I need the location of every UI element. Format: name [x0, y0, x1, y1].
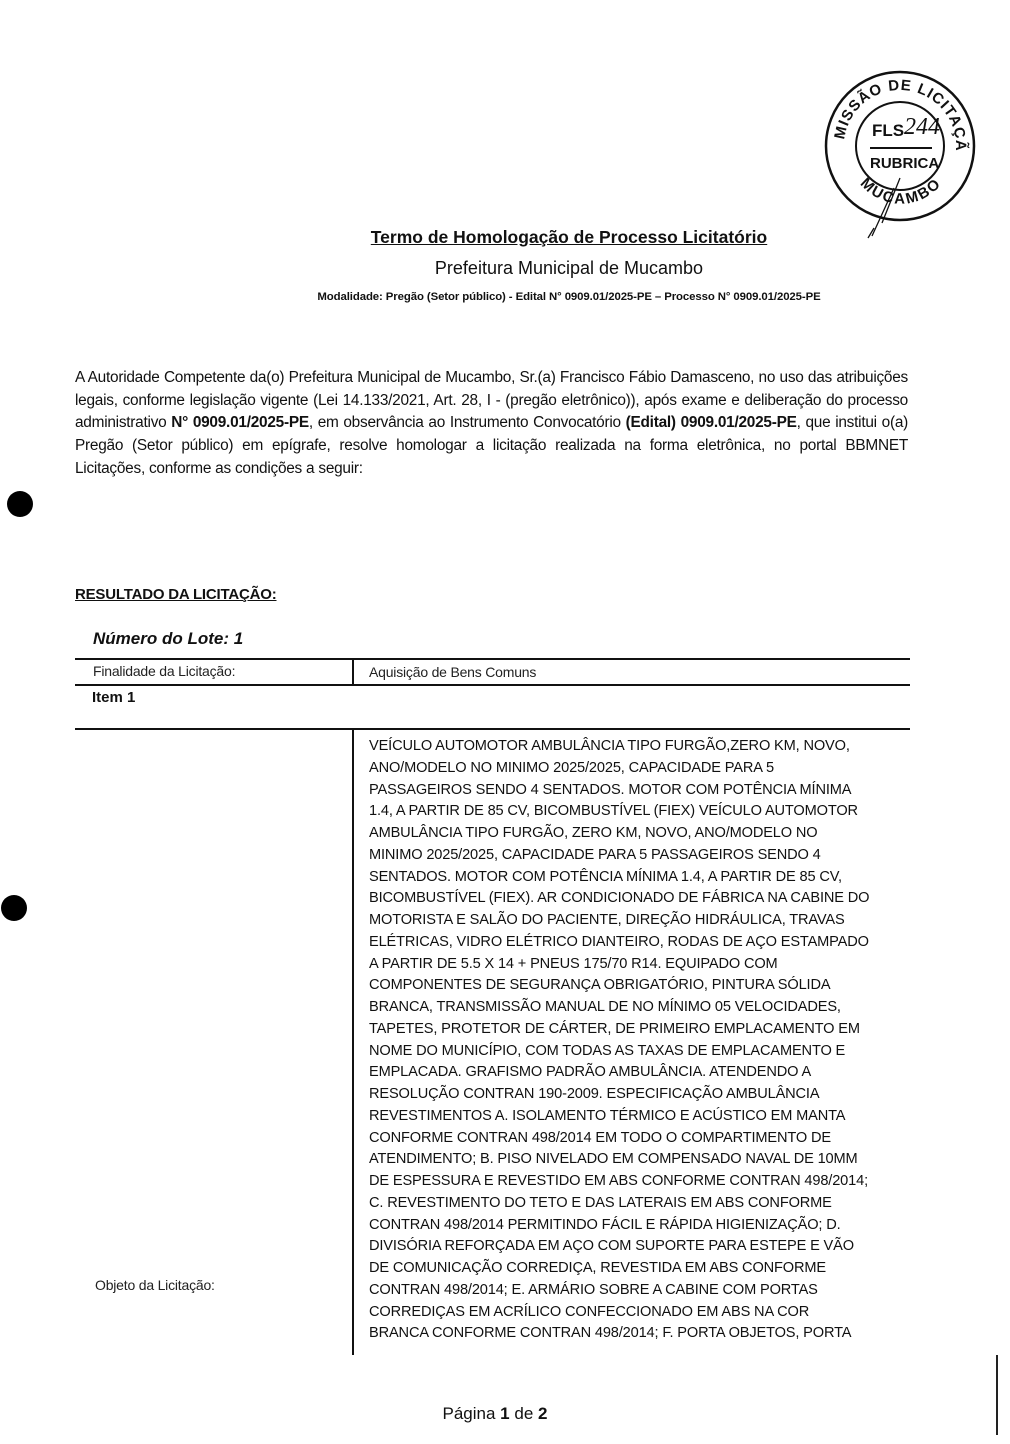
- objeto-line: CONTRAN 498/2014 PERMITINDO FÁCIL E RÁPIDA HIGIENIZAÇÃO; D.: [369, 1216, 841, 1233]
- svg-text:244: 244: [904, 114, 940, 140]
- objeto-line: COMPONENTES DE SEGURANÇA OBRIGATÓRIO, PINTURA SÓLIDA: [369, 977, 831, 994]
- intro-paragraph: [75, 367, 908, 481]
- processo-number: N° 0909.01/2025-PE: [171, 414, 309, 432]
- objeto-line: DIVISÓRIA REFORÇADA EM AÇO COM SUPORTE PARA ESTEPE E VÃO: [369, 1238, 854, 1255]
- objeto-line: BRANCA CONFORME CONTRAN 498/2014; F. PORTA OBJETOS, PORTA: [369, 1325, 852, 1342]
- objeto-line: ELÉTRICAS, VIDRO ELÉTRICO DIANTEIRO, RODAS DE AÇO ESTAMPADO: [369, 933, 869, 950]
- objeto-line: EMPLACADA. GRAFISMO PADRÃO AMBULÂNCIA. ATENDENDO A: [369, 1064, 812, 1081]
- document-subtitle: Prefeitura Municipal de Mucambo: [434, 258, 704, 278]
- page-number: [0, 1404, 990, 1424]
- item-heading: Item 1: [92, 689, 136, 706]
- finalidade-value: Aquisição de Bens Comuns: [369, 664, 537, 680]
- objeto-line: PASSAGEIROS SENDO 4 SENTADOS. MOTOR COM POTÊNCIA MÍNIMA: [369, 781, 852, 798]
- page-total: 2: [538, 1404, 548, 1423]
- objeto-line: DE ESPESSURA E REVESTIDO EM ABS CONFORME CONTRAN 498/2014;: [369, 1173, 868, 1189]
- intro-part-3: , que institui o(a) Pregão (Setor público) em epígrafe, resolve homologar a licitação realizada na forma eletrônica, no portal BBMNET Licitações, conforme as condições a seguir:: [75, 414, 908, 477]
- objeto-line: RESOLUÇÃO CONTRAN 190-2009. ESPECIFICAÇÃO AMBULÂNCIA: [369, 1086, 820, 1102]
- document-title: Termo de Homologação de Processo Licitatório: [370, 227, 768, 247]
- table-row-divider: [75, 684, 910, 686]
- lote-number: Número do Lote: 1: [93, 629, 244, 648]
- scan-edge-line: [996, 1355, 998, 1435]
- svg-text:COMISSÃO DE LICITAÇÃO: MISSÃO DE LICITAÇÃ: [831, 76, 970, 152]
- table-top-border: [75, 658, 910, 660]
- objeto-line: CONFORME CONTRAN 498/2014 EM TODO O COMPARTIMENTO DE: [369, 1129, 831, 1146]
- punch-hole-bottom: [1, 895, 27, 921]
- objeto-line: REVESTIMENTOS A. ISOLAMENTO TÉRMICO E ACÚSTICO EM MANTA: [369, 1107, 846, 1124]
- objeto-line: SENTADOS. MOTOR COM POTÊNCIA MÍNIMA 1.4, A PARTIR DE 85 CV,: [369, 868, 842, 885]
- objeto-line: VEÍCULO AUTOMOTOR AMBULÂNCIA TIPO FURGÃO,ZERO KM, NOVO,: [369, 738, 850, 754]
- table-column-divider-2: [352, 730, 354, 1355]
- objeto-line: NOME DO MUNICÍPIO, COM TODAS AS TAXAS DE EMPLACAMENTO E: [369, 1042, 846, 1059]
- objeto-line: C. REVESTIMENTO DO TETO E DAS LATERAIS EM ABS CONFORME: [369, 1194, 832, 1211]
- objeto-description: [369, 736, 929, 1345]
- edital-number: (Edital) 0909.01/2025-PE: [625, 414, 797, 432]
- objeto-line: CORREDIÇAS EM ACRÍLICO CONFECCIONADO EM ABS NA COR: [369, 1303, 810, 1320]
- objeto-line: 1.4, A PARTIR DE 85 CV, BICOMBUSTÍVEL (FIEX) VEÍCULO AUTOMOTOR: [369, 803, 858, 820]
- modalidade-line: Modalidade: Pregão (Setor público) - Edital N° 0909.01/2025-PE – Processo N° 0909.01/2025-PE: [317, 291, 821, 303]
- page-current: 1: [500, 1404, 510, 1423]
- objeto-line: BRANCA, TRANSMISSÃO MANUAL DE NO MÍNIMO 05 VELOCIDADES,: [369, 999, 841, 1015]
- svg-text:MUCAMBO: MUCAMBO: [856, 174, 946, 208]
- objeto-line: MINIMO 2025/2025, CAPACIDADE PARA 5 PASSAGEIROS SENDO 4: [369, 846, 821, 863]
- table-item-divider: [75, 728, 910, 730]
- svg-text:RUBRICA: RUBRICA: [870, 155, 940, 172]
- objeto-line: A PARTIR DE 5.5 X 14 + PNEUS 175/70 R14. EQUIPADO COM: [369, 955, 778, 972]
- stamp-seal-icon: [822, 68, 978, 243]
- objeto-line: CONTRAN 498/2014; E. ARMÁRIO SOBRE A CABINE COM PORTAS: [369, 1281, 818, 1298]
- intro-part-2: , em observância ao Instrumento Convocatório: [308, 414, 626, 432]
- commission-stamp: [822, 68, 978, 224]
- svg-text:FLS: FLS: [872, 121, 905, 140]
- page-of: de: [514, 1404, 534, 1423]
- objeto-line: ATENDIMENTO; B. PISO NIVELADO EM COMPENSADO NAVAL DE 10MM: [369, 1151, 858, 1168]
- finalidade-label: Finalidade da Licitação:: [93, 663, 236, 679]
- objeto-line: MOTORISTA E SALÃO DO PACIENTE, DIREÇÃO HIDRÁULICA, TRAVAS: [369, 912, 845, 928]
- objeto-line: BICOMBUSTÍVEL (FIEX). AR CONDICIONADO DE FÁBRICA NA CABINE DO: [369, 890, 870, 907]
- objeto-line: AMBULÂNCIA TIPO FURGÃO, ZERO KM, NOVO, ANO/MODELO NO: [369, 825, 818, 841]
- table-column-divider-1: [352, 660, 354, 684]
- intro-part-1: A Autoridade Competente da(o) Prefeitura Municipal de Mucambo, Sr.(a) Francisco Fábio Damasceno, no uso das atribuições legais, conforme legislação vigente (Lei 14.133/2021, Art. 28, I - (pregão eletrônico)), após exame e deliberação do processo administrativo: [75, 369, 908, 432]
- objeto-line: DE COMUNICAÇÃO CORREDIÇA, REVESTIDA EM ABS CONFORME: [369, 1260, 826, 1276]
- objeto-line: TAPETES, PROTETOR DE CÁRTER, DE PRIMEIRO EMPLACAMENTO EM: [369, 1020, 860, 1037]
- page-word: Página: [442, 1404, 496, 1423]
- resultado-heading: RESULTADO DA LICITAÇÃO:: [75, 586, 277, 603]
- objeto-label: Objeto da Licitação:: [95, 1277, 215, 1293]
- objeto-line: ANO/MODELO NO MINIMO 2025/2025, CAPACIDADE PARA 5: [369, 759, 774, 776]
- punch-hole-top: [7, 491, 33, 517]
